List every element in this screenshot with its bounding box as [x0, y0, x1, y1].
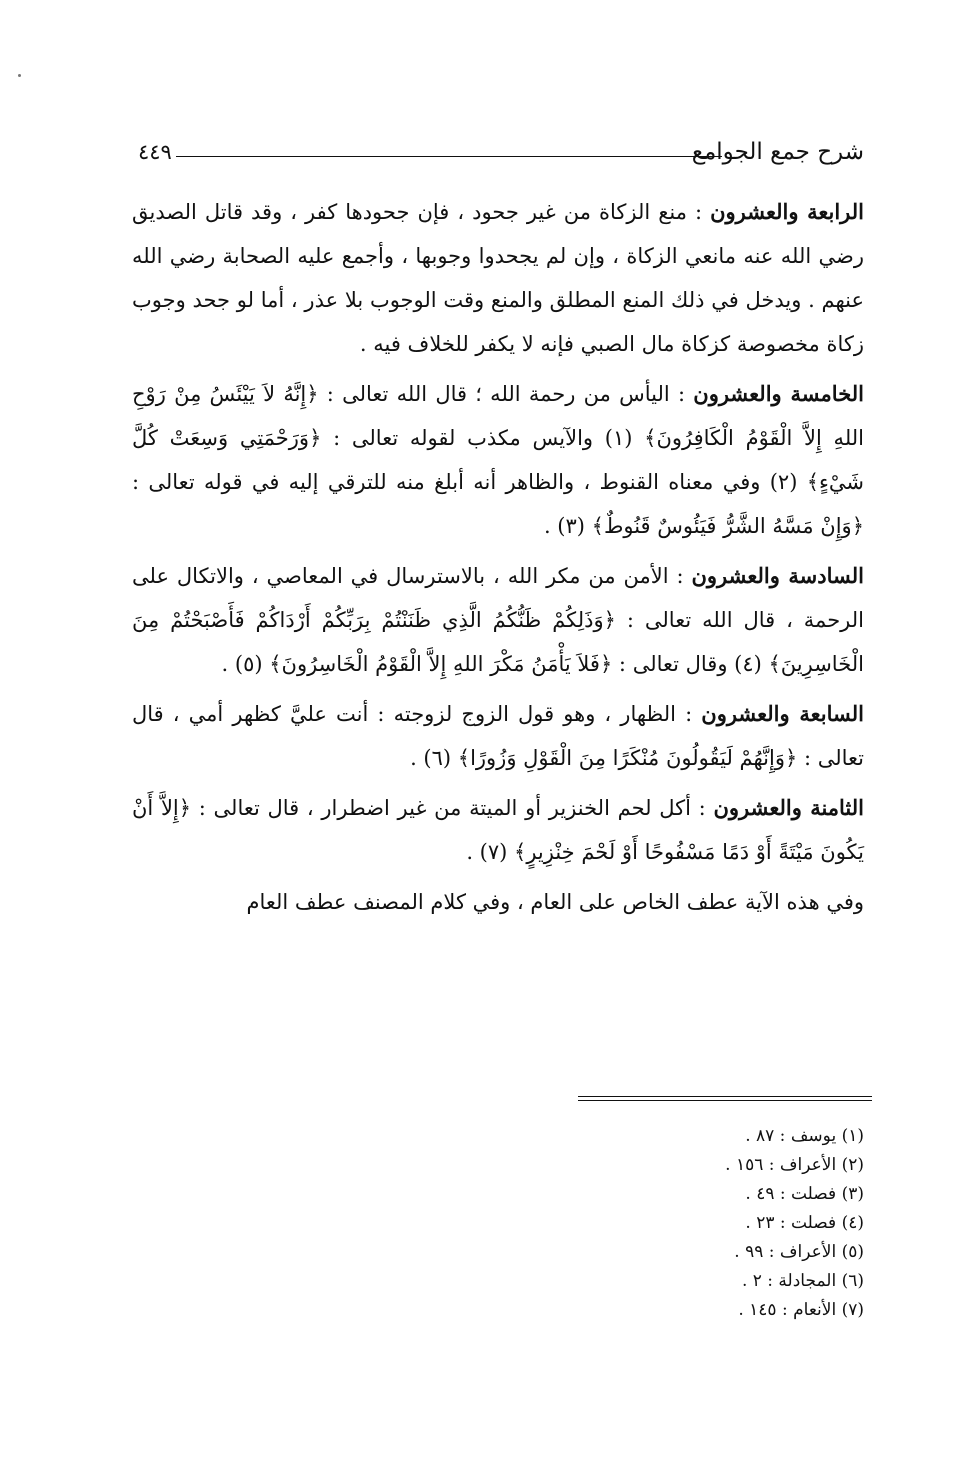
page-number: ٤٤٩ — [138, 140, 172, 164]
paragraph-text: : الظهار ، وهو قول الزوج لزوجته : أنت عليَّ كظهر أمي ، قال تعالى : ﴿وَإِنَّهُمْ لَيَقُولُونَ مُنْكَرًا مِنَ الْقَوْلِ وَزُورًا﴾ (٦) . — [132, 702, 864, 770]
paragraph-term: الثامنة والعشرون — [713, 795, 865, 820]
footnotes — [564, 1122, 864, 1325]
footnote-2: (٢) الأعراف : ١٥٦ . — [725, 1155, 864, 1175]
footnote-6: (٦) المجادلة : ٢ . — [741, 1271, 864, 1291]
running-header — [138, 136, 864, 176]
footnote-4: (٤) فصلت : ٢٣ . — [745, 1213, 864, 1233]
scan-speck — [18, 74, 21, 77]
paragraph-term: السابعة والعشرون — [701, 701, 864, 726]
paragraph-28 — [132, 786, 864, 874]
footnote-7: (٧) الأنعام : ١٤٥ . — [738, 1300, 864, 1320]
main-text — [132, 190, 864, 924]
paragraph-term: الرابعة والعشرون — [710, 199, 864, 224]
paragraph-25 — [132, 372, 864, 548]
paragraph-term: السادسة والعشرون — [691, 563, 864, 588]
paragraph-text: : منع الزكاة من غير جحود ، فإن جحودها كفر ، وقد قاتل الصديق رضي الله عنه مانعي الزكاة ، وإن لم يجحدوا وجوبها ، وأجمع عليه الصحابة رضي الله عنهم . ويدخل في ذلك المنع المطلق والمنع وقت الوجوب بلا عذر ، أما لو جحد وجوب زكاة مخصوصة كزكاة مال الصبي فإنه لا يكفر للخلاف فيه . — [132, 200, 864, 356]
running-header-title: شرح جمع الجوامع — [691, 139, 864, 165]
paragraph-text: وفي هذه الآية عطف الخاص على العام ، وفي كلام المصنف عطف العام — [246, 890, 864, 914]
paragraph-text: : أكل لحم الخنزير أو الميتة من غير اضطرار ، قال تعالى : ﴿إِلاَّ أَنْ يَكُونَ مَيْتَةً أَوْ دَمًا مَسْفُوحًا أَوْ لَحْمَ خِنْزِيرٍ﴾ (٧) . — [132, 796, 864, 864]
footnote-3: (٣) فصلت : ٤٩ . — [745, 1184, 864, 1204]
footnote-separator — [578, 1096, 872, 1101]
paragraph-text: : الأمن من مكر الله ، بالاسترسال في المعاصي ، والاتكال على الرحمة ، قال الله تعالى : ﴿وَذَلِكُمْ ظَنُّكُمُ الَّذِي ظَنَنْتُمْ بِرَبِّكُمْ أَرْدَاكُمْ فَأَصْبَحْتُمْ مِنَ الْخَاسِرِينَ﴾ (٤) وقال تعالى : ﴿فَلاَ يَأْمَنُ مَكْرَ اللهِ إِلاَّ الْقَوْمُ الْخَاسِرُونَ﴾ (٥) . — [132, 564, 864, 676]
header-rule — [176, 156, 722, 157]
paragraph-term: الخامسة والعشرون — [693, 381, 864, 406]
paragraph-text: : اليأس من رحمة الله ؛ قال الله تعالى : ﴿إِنَّهُ لاَ يَيْئَسُ مِنْ رَوْحِ اللهِ إِلاَّ الْقَوْمُ الْكَافِرُونَ﴾ (١) والآيس مكذب لقوله تعالى : ﴿وَرَحْمَتِي وَسِعَتْ كُلَّ شَيْءٍ﴾ (٢) وفي معناه القنوط ، والظاهر أنه أبلغ منه للترقي إليه في قوله تعالى : ﴿وَإِنْ مَسَّهُ الشَّرُّ فَيَئُوسٌ قَنُوطٌ﴾ (٣) . — [132, 382, 864, 538]
paragraph-24 — [132, 190, 864, 366]
footnote-1: (١) يوسف : ٨٧ . — [745, 1126, 864, 1146]
paragraph-26 — [132, 554, 864, 686]
paragraph-27 — [132, 692, 864, 780]
paragraph-continuation — [132, 880, 864, 924]
footnote-5: (٥) الأعراف : ٩٩ . — [734, 1242, 864, 1262]
